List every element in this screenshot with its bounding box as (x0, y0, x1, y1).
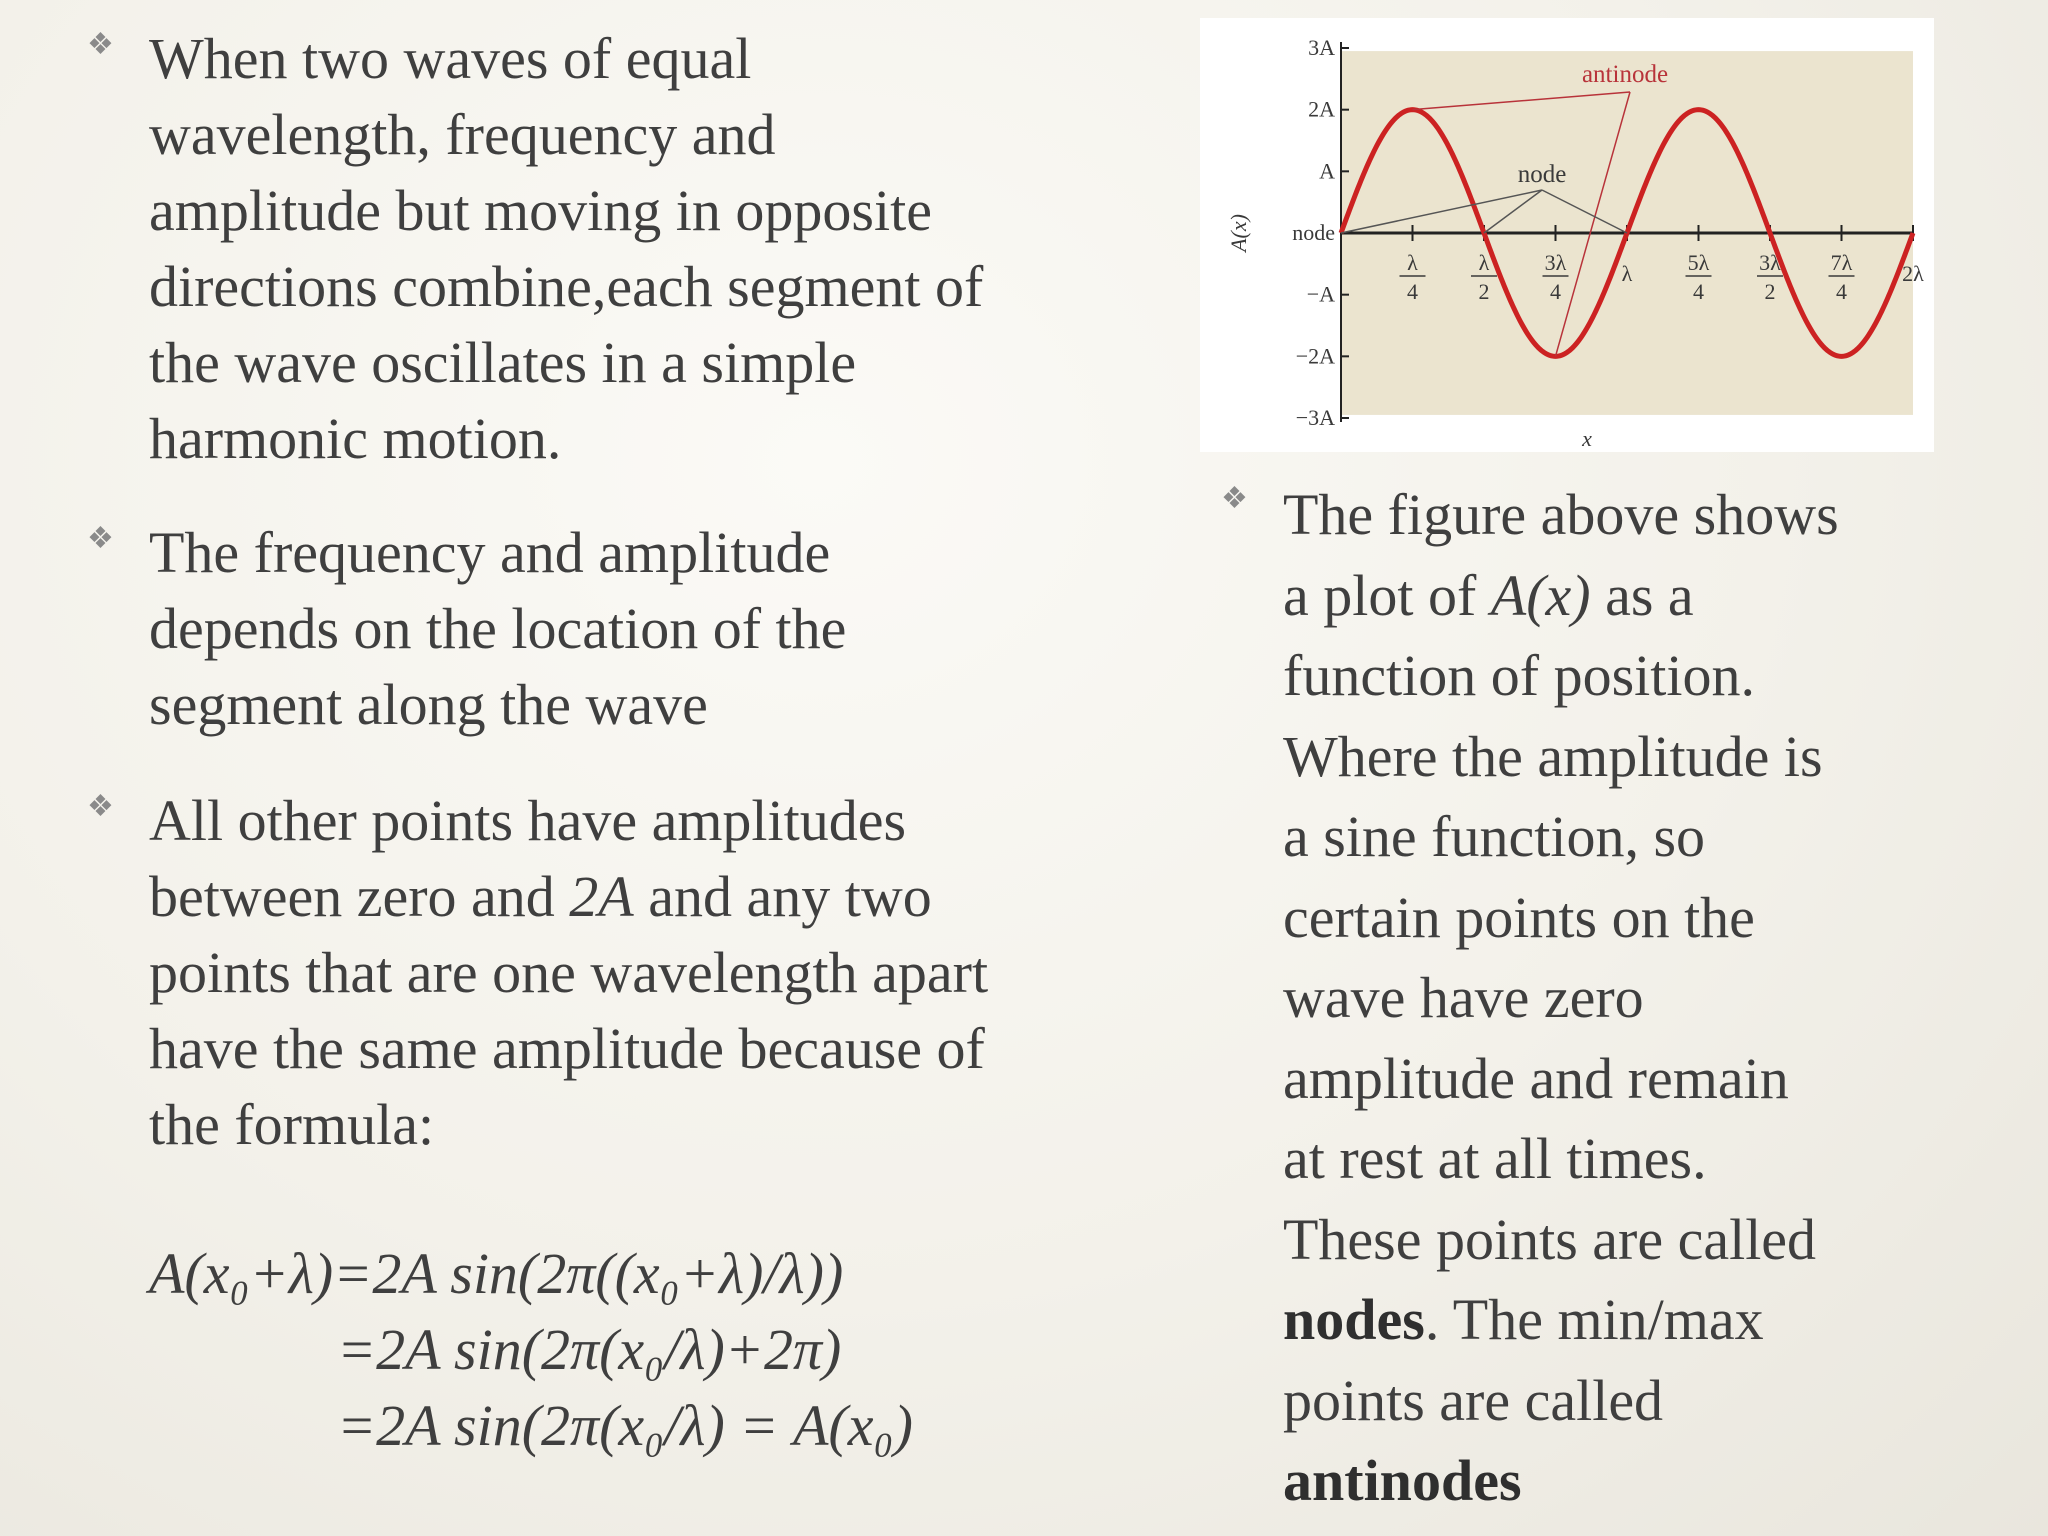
bullet-1 (87, 21, 1109, 477)
bullet-text: The frequency and amplitude depends on the location of the segment along the wave (149, 520, 847, 737)
x-tick-denominator: 4 (1693, 279, 1704, 304)
y-tick-label: node (1292, 220, 1335, 245)
x-tick-denominator: 2 (1764, 279, 1776, 304)
x-tick-denominator: 4 (1407, 279, 1418, 304)
x-tick-denominator: 2 (1478, 279, 1490, 304)
y-axis-label: A(x) (1226, 214, 1251, 252)
y-tick-label: A (1319, 158, 1335, 184)
x-tick-numerator: λ (1407, 250, 1418, 275)
x-tick-denominator: 4 (1836, 279, 1847, 304)
bullet-text: The figure above shows a plot of A(x) as a function of position. Where the amplitude is a sine function, so certain points on the wave have zero amplitude and remain at rest at all times. These points are called nodes. The min/max points are called antinodes (1283, 482, 1839, 1513)
annotation-node: node (1517, 161, 1567, 188)
x-tick-numerator: 3λ (1544, 250, 1567, 275)
standing-wave-chart (1200, 18, 1934, 452)
bullet-2 (87, 515, 1109, 743)
y-tick-label: 2A (1308, 96, 1335, 122)
diamond-cluster-icon: ❖ (1221, 481, 1248, 516)
x-tick-numerator: 5λ (1687, 250, 1710, 275)
amplitude-formula (149, 1236, 913, 1464)
formula-line-2: =2A sin(2π(x₀/λ)+2π) (337, 1317, 842, 1382)
bullet-4 (1221, 475, 2003, 1522)
bullet-3 (87, 783, 1139, 1163)
x-axis-label: x (1582, 426, 1592, 451)
bullet-text: When two waves of equal wavelength, frequency and amplitude but moving in opposite directions combine,each segment of the wave oscillates in a simple harmonic motion. (149, 26, 984, 471)
y-tick-label: 3A (1308, 35, 1335, 60)
y-tick-label: −3A (1295, 405, 1335, 430)
bullet-text: All other points have amplitudes between zero and 2A and any two points that are one wavelength apart have the same amplitude because of the formula: (149, 788, 989, 1157)
standing-wave-figure (1200, 18, 1934, 452)
x-tick-numerator: 7λ (1830, 250, 1853, 275)
x-tick-numerator: 3λ (1759, 250, 1781, 275)
formula-line-1: A(x₀+λ)=2A sin(2π((x₀+λ)/λ)) (149, 1241, 844, 1306)
annotation-antinode: antinode (1581, 61, 1669, 88)
y-tick-label: −A (1306, 281, 1335, 307)
formula-line-3: =2A sin(2π(x₀/λ) = A(x₀) (337, 1393, 913, 1458)
diamond-cluster-icon: ❖ (87, 521, 114, 556)
x-tick-label: 2λ (1902, 261, 1924, 286)
diamond-cluster-icon: ❖ (87, 789, 114, 824)
x-tick-denominator: 4 (1550, 279, 1561, 304)
x-tick-label: λ (1621, 261, 1633, 286)
x-tick-numerator: λ (1478, 250, 1490, 275)
diamond-cluster-icon: ❖ (87, 27, 114, 62)
y-tick-label: −2A (1295, 343, 1335, 369)
